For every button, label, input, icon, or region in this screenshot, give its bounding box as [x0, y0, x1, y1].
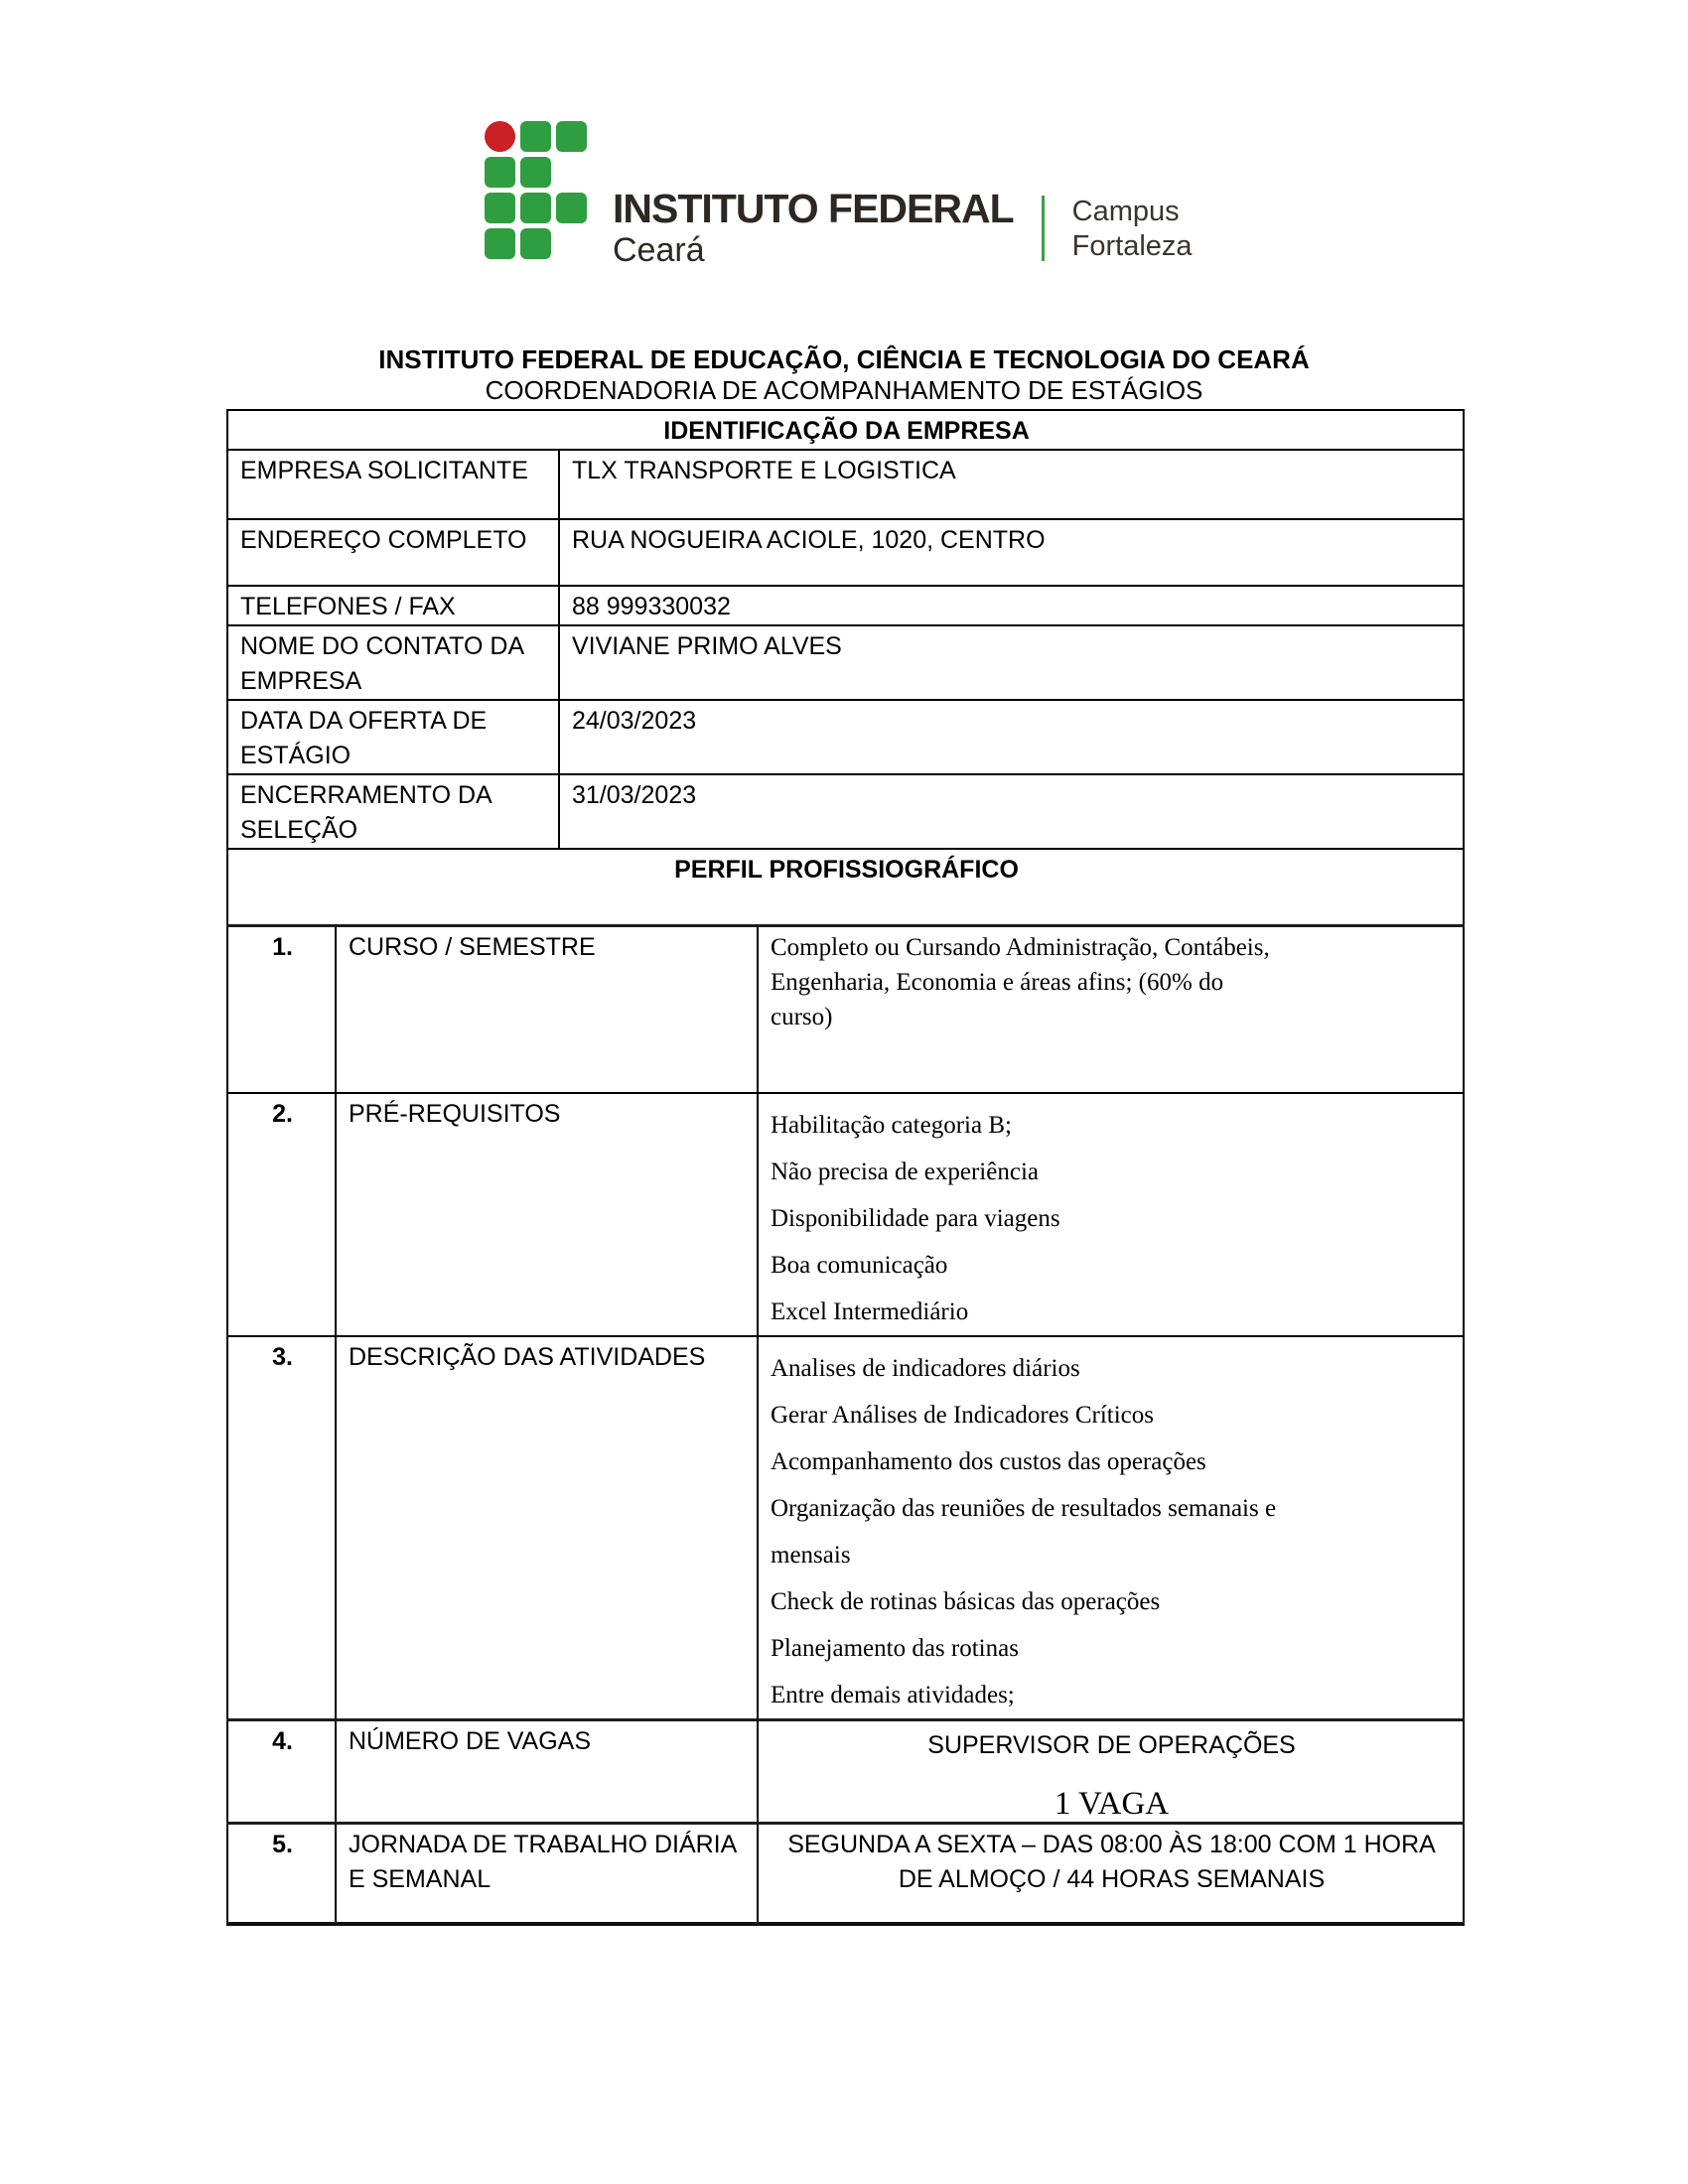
- logo-green-square: [556, 193, 587, 223]
- row-label: CURSO / SEMESTRE: [336, 926, 758, 1093]
- section-header-row: [227, 410, 1464, 450]
- campus-name: [1072, 195, 1193, 264]
- row-value: RUA NOGUEIRA ACIOLE, 1020, CENTRO: [559, 519, 1464, 586]
- row-label: PRÉ-REQUISITOS: [336, 1093, 758, 1336]
- row-label: ENCERRAMENTO DA SELEÇÃO: [227, 774, 559, 849]
- row-label: ENDEREÇO COMPLETO: [227, 519, 559, 586]
- if-logo-mark: [485, 121, 587, 259]
- row-value: TLX TRANSPORTE E LOGISTICA: [559, 450, 1464, 519]
- table-row: [227, 1719, 1464, 1823]
- table-row: [227, 1823, 1464, 1924]
- campus-line2: Fortaleza: [1071, 230, 1193, 262]
- vacancy-role: SUPERVISOR DE OPERAÇÕES: [927, 1730, 1296, 1759]
- table-row: [227, 450, 1464, 519]
- table-row: [227, 519, 1464, 586]
- table-row: [227, 625, 1464, 700]
- logo-green-square: [520, 157, 551, 188]
- table-row: [227, 926, 1464, 1093]
- table-row: [227, 1093, 1464, 1336]
- table-row: [227, 586, 1464, 625]
- document-header: [0, 344, 1688, 406]
- row-number: 2.: [227, 1093, 336, 1336]
- doc-title-line1: INSTITUTO FEDERAL DE EDUCAÇÃO, CIÊNCIA E TECNOLOGIA DO CEARÁ: [378, 344, 1310, 374]
- row-label: NÚMERO DE VAGAS: [336, 1719, 758, 1823]
- table-row: [227, 700, 1464, 774]
- brand-subtitle: Ceará: [613, 231, 705, 269]
- row-label: TELEFONES / FAX: [227, 586, 559, 625]
- row-label: DESCRIÇÃO DAS ATIVIDADES: [336, 1336, 758, 1720]
- logo-green-square: [520, 228, 551, 259]
- logo-green-square: [485, 193, 515, 223]
- vacancy-count: 1 VAGA: [1054, 1785, 1170, 1822]
- row-value: Habilitação categoria B; Não precisa de experiência Disponibilidade para viagens Boa comunicação Excel Intermediário: [758, 1093, 1464, 1336]
- row-number: 1.: [227, 926, 336, 1093]
- row-label: JORNADA DE TRABALHO DIÁRIA E SEMANAL: [336, 1823, 758, 1924]
- campus-divider-line: [1042, 196, 1045, 261]
- row-value: SEGUNDA A SEXTA – DAS 08:00 ÀS 18:00 COM 1 HORA DE ALMOÇO / 44 HORAS SEMANAIS: [758, 1823, 1464, 1924]
- logo-red-circle: [485, 121, 515, 152]
- logo-empty-cell: [556, 157, 587, 188]
- doc-title-line2: COORDENADORIA DE ACOMPANHAMENTO DE ESTÁGIOS: [485, 375, 1203, 405]
- section-title-profile: PERFIL PROFISSIOGRÁFICO: [227, 849, 1464, 926]
- row-value: VIVIANE PRIMO ALVES: [559, 625, 1464, 700]
- section-header-row: [227, 849, 1464, 926]
- logo-empty-cell: [556, 228, 587, 259]
- logo-green-square: [556, 121, 587, 152]
- row-label: NOME DO CONTATO DA EMPRESA: [227, 625, 559, 700]
- table-row: [227, 1336, 1464, 1720]
- row-number: 3.: [227, 1336, 336, 1720]
- row-value: 31/03/2023: [559, 774, 1464, 849]
- brand-title: INSTITUTO FEDERAL: [613, 186, 1014, 231]
- row-label: DATA DA OFERTA DE ESTÁGIO: [227, 700, 559, 774]
- logo-green-square: [520, 121, 551, 152]
- logo-green-square: [485, 157, 515, 188]
- logo-green-square: [520, 193, 551, 223]
- row-value: Analises de indicadores diários Gerar Análises de Indicadores Críticos Acompanhamento dos custos das operações Organização das reuniões de resultados semanais e mensais Check de rotinas básicas das operações Planejamento das rotinas Entre demais atividades;: [758, 1336, 1464, 1720]
- row-number: 5.: [227, 1823, 336, 1924]
- section-title-company: IDENTIFICAÇÃO DA EMPRESA: [227, 410, 1464, 450]
- row-value: 24/03/2023: [559, 700, 1464, 774]
- campus-line1: Campus: [1071, 196, 1180, 227]
- row-number: 4.: [227, 1719, 336, 1823]
- row-value: 88 999330032: [559, 586, 1464, 625]
- table-row: [227, 774, 1464, 849]
- row-value: Completo ou Cursando Administração, Contábeis, Engenharia, Economia e áreas afins; (60% do curso): [758, 926, 1464, 1093]
- internship-form-table: [226, 409, 1465, 1926]
- row-label: EMPRESA SOLICITANTE: [227, 450, 559, 519]
- logo-green-square: [485, 228, 515, 259]
- logo-wordmark: [613, 186, 1014, 270]
- ifce-logo: [485, 121, 1193, 270]
- row-value: [758, 1719, 1464, 1823]
